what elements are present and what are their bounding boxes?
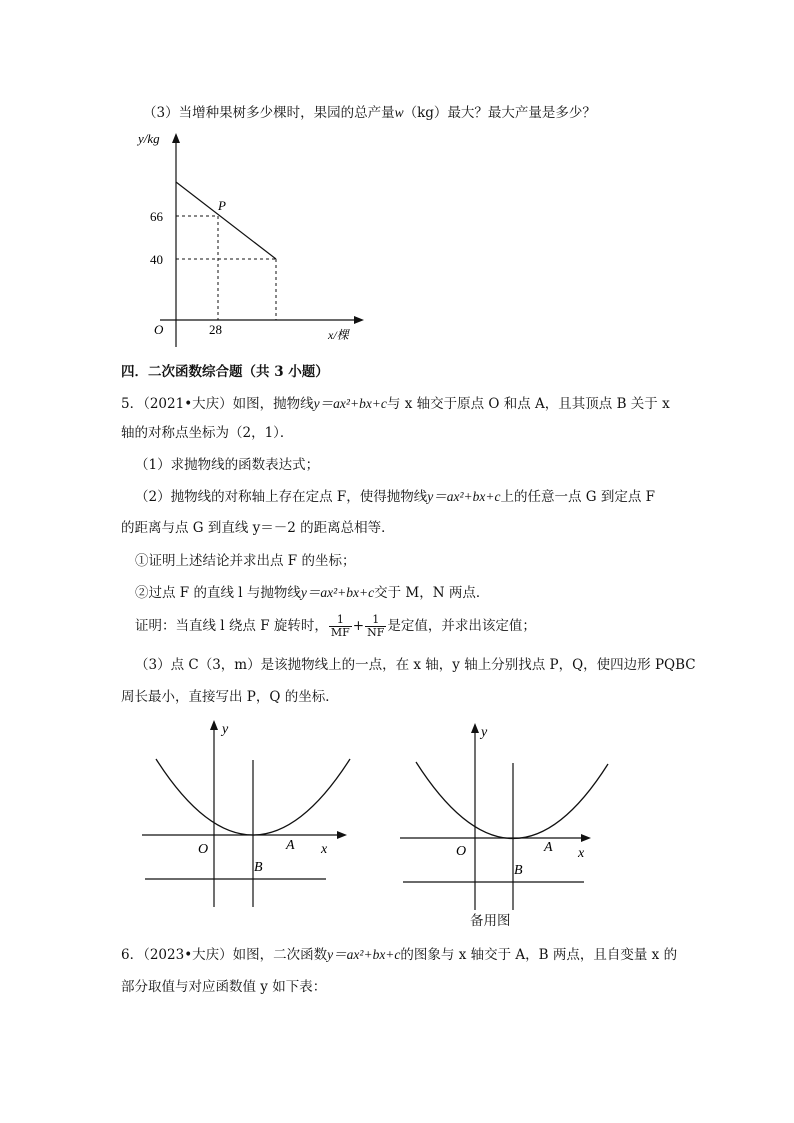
p5-proof <box>135 612 536 640</box>
y-axis-label: y/kg <box>138 131 160 146</box>
q3-w: w <box>394 105 404 120</box>
y-label: y <box>222 722 229 737</box>
x-label: x <box>578 846 585 861</box>
origin-label: O <box>154 322 164 337</box>
p5-sub2b: 的距离与点 G 到直线 y＝－2 的距离总相等． <box>121 520 395 536</box>
y-tick-40: 40 <box>150 252 163 267</box>
p5-proof-2: 是定值，并求出该定值； <box>387 618 536 634</box>
parabola-figure-right <box>398 718 618 918</box>
p6-l1-1: 6．（2023•大庆）如图，二次函数 <box>121 947 328 963</box>
p6-line2: 部分取值与对应函数值 y 如下表： <box>121 979 327 995</box>
q3-prefix: （3）当增种果树多少棵时，果园的总产量 <box>143 105 395 121</box>
origin-label: O <box>198 842 209 857</box>
p5-l1-rest: 与 x 轴交于原点 O 和点 A，且其顶点 B 关于 x <box>386 396 670 412</box>
backup-figure-caption: 备用图 <box>470 913 511 929</box>
p5-claim2 <box>135 584 489 602</box>
p5-line1 <box>121 395 670 413</box>
p5-s2a-eq: y＝ax²+bx+c <box>427 489 501 504</box>
p5-source: 5．（2021•大庆）如图，抛物线 <box>121 396 314 412</box>
yield-line <box>176 182 276 259</box>
p5-s2a-2: 上的任意一点 G 到定点 F <box>500 489 656 505</box>
x-label: x <box>321 842 328 857</box>
frac-mf-num: 1 <box>329 614 352 627</box>
x-axis-label: x/棵 <box>328 328 349 342</box>
point-a-label: A <box>286 838 295 853</box>
origin-label: O <box>456 844 467 859</box>
y-axis-arrow <box>210 720 218 730</box>
y-label: y <box>481 725 488 740</box>
p5-c2-2: 交于 M，N 两点． <box>374 585 490 601</box>
x-tick-28: 28 <box>209 322 222 337</box>
fraction-nf <box>365 614 386 639</box>
q3-kg: （kg） <box>403 105 448 121</box>
frac-mf-den: MF <box>330 626 350 639</box>
y-tick-66: 66 <box>150 209 163 224</box>
p5-eq: y＝ax²+bx+c <box>313 396 387 411</box>
point-b-label: B <box>514 863 523 878</box>
p6-eq: y＝ax²+bx+c <box>327 947 401 962</box>
plus-sign: + <box>352 618 365 634</box>
p5-c2-eq: y＝ax²+bx+c <box>300 585 375 600</box>
p5-sub3b: 周长最小，直接写出 P，Q 的坐标． <box>121 689 339 705</box>
x-axis-arrow <box>581 834 591 842</box>
frac-nf-den: NF <box>367 626 385 639</box>
p5-proof-1: 证明：当直线 l 绕点 F 旋转时， <box>135 618 328 634</box>
yield-graph <box>130 125 370 355</box>
point-b-label: B <box>254 860 263 875</box>
p5-sub2a <box>135 488 655 506</box>
point-a-label: A <box>544 840 553 855</box>
p5-line2: 轴的对称点坐标为（2，1）． <box>121 425 294 441</box>
fraction-mf <box>329 614 352 639</box>
point-p-label: P <box>218 198 226 213</box>
frac-nf-num: 1 <box>365 614 386 627</box>
parabola-curve <box>416 762 608 839</box>
p5-claim1: ①证明上述结论并求出点 F 的坐标； <box>135 553 356 569</box>
x-axis-arrow <box>354 316 364 324</box>
q3-line <box>143 104 596 122</box>
parabola-figure-left <box>140 715 360 915</box>
p6-line1 <box>121 946 677 964</box>
y-axis-arrow <box>172 133 180 143</box>
p5-s2a-1: （2）抛物线的对称轴上存在定点 F，使得抛物线 <box>135 489 428 505</box>
y-axis-arrow <box>471 723 479 733</box>
x-axis-arrow <box>337 831 347 839</box>
q3-suffix: 最大？最大产量是多少？ <box>447 105 596 121</box>
p5-sub1: （1）求抛物线的函数表达式； <box>135 457 320 473</box>
section-heading: 四．二次函数综合题（共 3 小题） <box>121 364 329 380</box>
p6-l1-2: 的图象与 x 轴交于 A，B 两点，且自变量 x 的 <box>400 947 678 963</box>
p5-c2-1: ②过点 F 的直线 l 与抛物线 <box>135 585 301 601</box>
p5-sub3a: （3）点 C（3，m）是该抛物线上的一点，在 x 轴，y 轴上分别找点 P，Q，使四边形 PQBC <box>135 657 696 673</box>
